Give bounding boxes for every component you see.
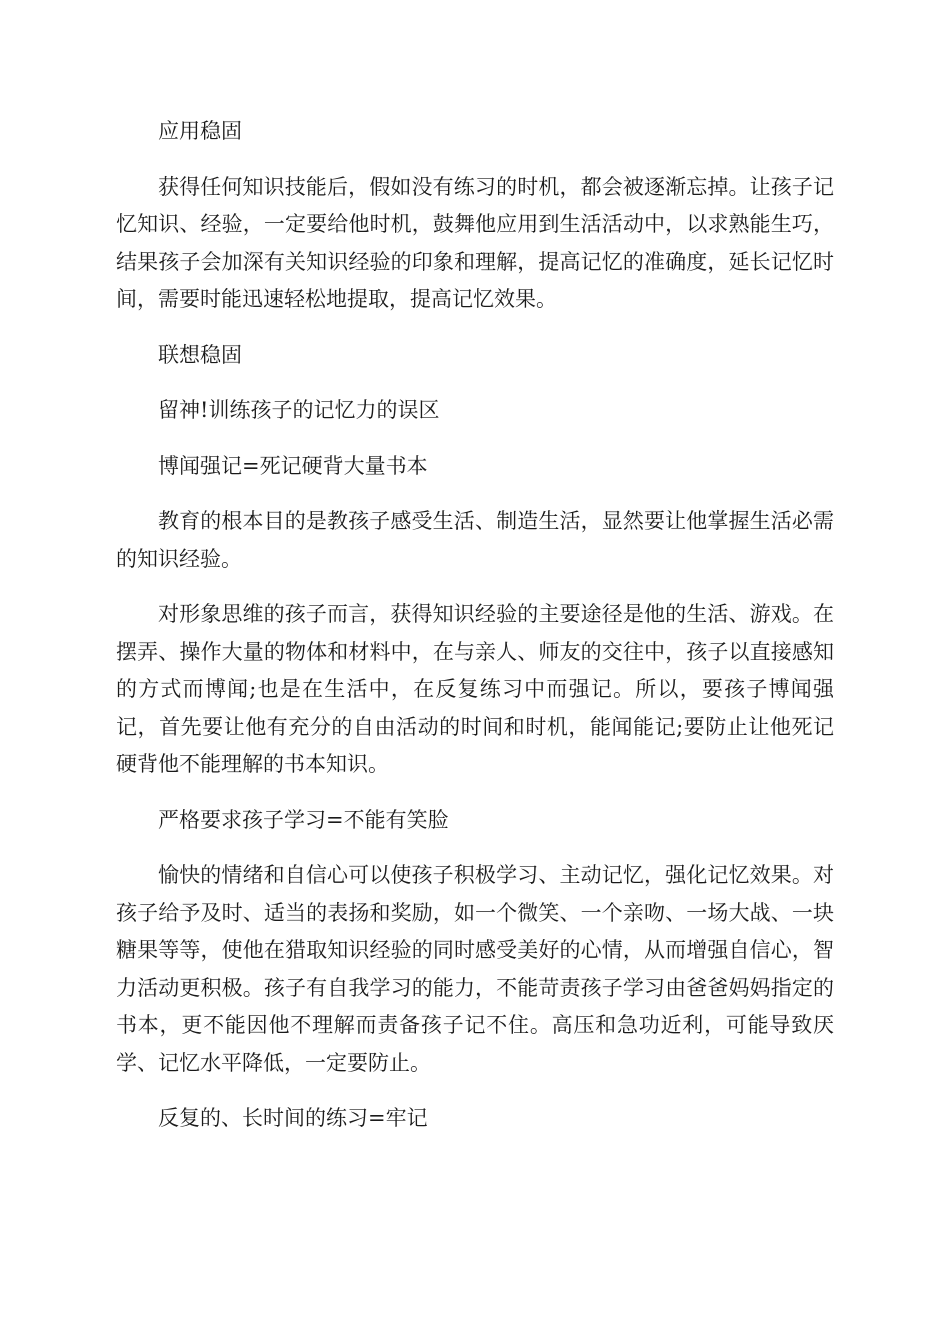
section-heading-association: 联想稳固 bbox=[158, 342, 242, 367]
section-heading-apply: 应用稳固 bbox=[158, 119, 242, 143]
paragraph-strict-body: 愉快的情绪和自信心可以使孩子积极学习、主动记忆，强化记忆效果。对孩子给予及时、适当的表扬和奖励，如一个微笑、一个亲吻、一场大战、一块糖果等等，使他在猎取知识经验的同时感受美好的心情，从而增强自信心，智力活动更积极。孩子有自我学习的能力，不能苛责孩子学习由爸爸妈妈指定的书本，更不能因他不理解而责备孩子记不住。高压和急功近利，可能导致厌学、记忆水平降低，一定要防止。 bbox=[116, 863, 834, 1075]
section-heading-misconceptions: 留神!训练孩子的记忆力的误区 bbox=[158, 398, 440, 422]
misconception-heading-rote: 博闻强记=死记硬背大量书本 bbox=[158, 453, 428, 478]
misconception-heading-strict: 严格要求孩子学习=不能有笑脸 bbox=[158, 807, 449, 832]
document-page bbox=[116, 113, 834, 1156]
paragraph-rote-body: 对形象思维的孩子而言，获得知识经验的主要途径是他的生活、游戏。在摆弄、操作大量的物体和材料中，在与亲人、师友的交往中，孩子以直接感知的方式而博闻;也是在生活中，在反复练习中而强记。所以，要孩子博闻强记，首先要让他有充分的自由活动的时间和时机，能闻能记;要防止让他死记硬背他不能理解的书本知识。 bbox=[116, 602, 834, 776]
paragraph-education-goal: 教育的根本目的是教孩子感受生活、制造生活，显然要让他掌握生活必需的知识经验。 bbox=[116, 509, 834, 571]
misconception-heading-repetition: 反复的、长时间的练习=牢记 bbox=[158, 1106, 428, 1130]
paragraph-apply-body: 获得任何知识技能后，假如没有练习的时机，都会被逐渐忘掉。让孩子记忆知识、经验，一定要给他时机，鼓舞他应用到生活活动中，以求熟能生巧，结果孩子会加深有关知识经验的印象和理解，提高记忆的准确度，延长记忆时间，需要时能迅速轻松地提取，提高记忆效果。 bbox=[116, 174, 834, 311]
